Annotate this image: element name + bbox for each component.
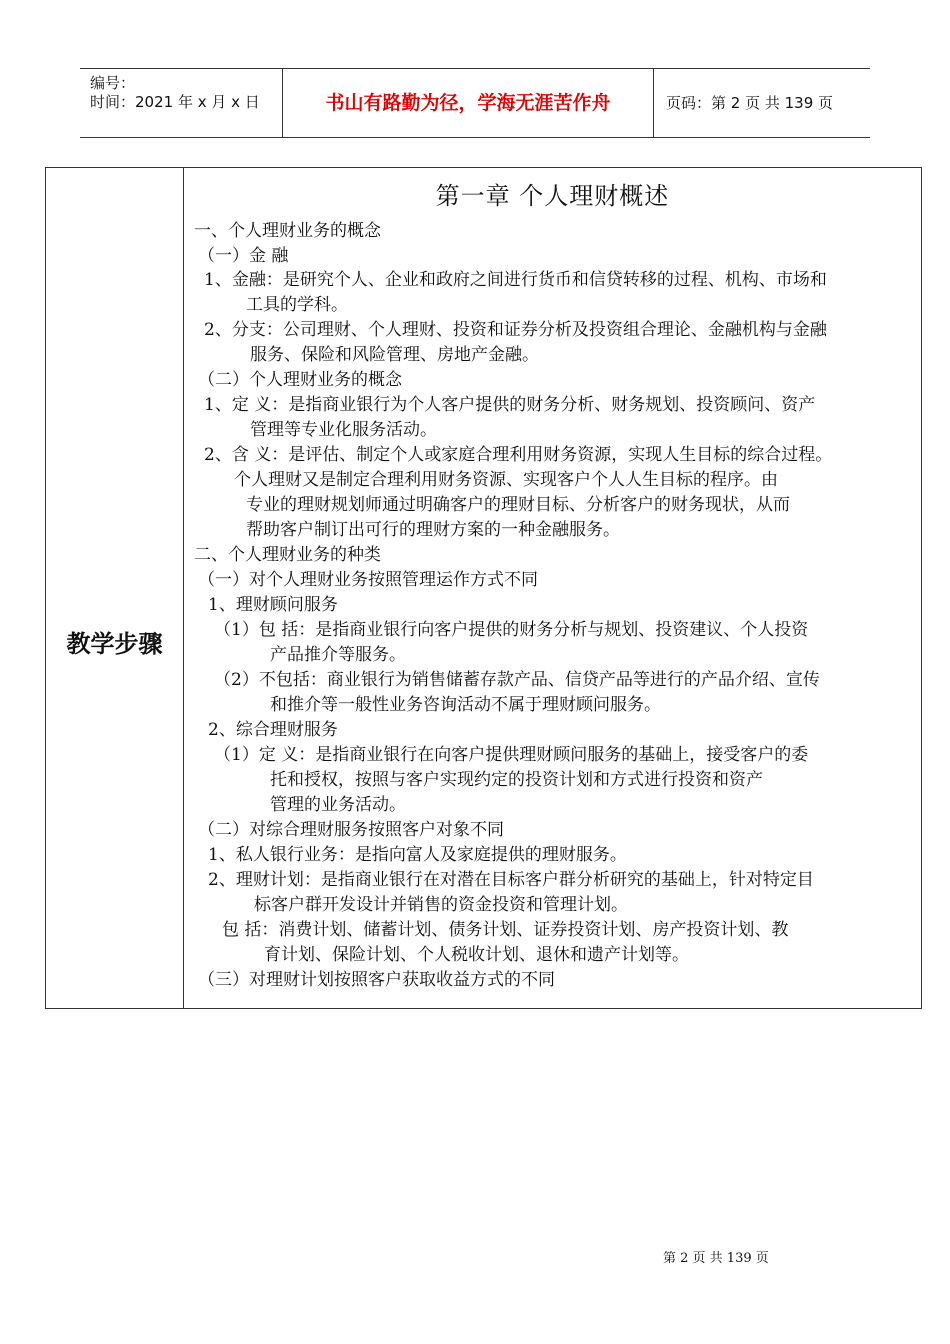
content-line: 标客户群开发设计并销售的资金投资和管理计划。 bbox=[254, 895, 628, 915]
content-line: 和推介等一般性业务咨询活动不属于理财顾问服务。 bbox=[270, 695, 661, 715]
document-date: 时间：2021 年 x 月 x 日 bbox=[90, 93, 260, 111]
content-line: （二）对综合理财服务按照客户对象不同 bbox=[198, 820, 504, 840]
page-footer: 第 2 页 共 139 页 bbox=[663, 1251, 769, 1266]
content-line: 二、个人理财业务的种类 bbox=[194, 545, 381, 565]
chapter-title: 第一章 个人理财概述 bbox=[435, 182, 670, 210]
content-line: （一）对个人理财业务按照管理运作方式不同 bbox=[198, 570, 538, 590]
content-line: 管理等专业化服务活动。 bbox=[250, 420, 437, 440]
content-line: 帮助客户制订出可行的理财方案的一种金融服务。 bbox=[246, 520, 620, 540]
content-line: 一、个人理财业务的概念 bbox=[194, 221, 381, 241]
content-line: 产品推介等服务。 bbox=[270, 645, 406, 665]
motto-text: 书山有路勤为径，学海无涯苦作舟 bbox=[325, 92, 611, 114]
content-line: （一）金 融 bbox=[198, 246, 289, 266]
content-line: （1）定 义：是指商业银行在向客户提供理财顾问服务的基础上，接受客户的委 bbox=[214, 745, 809, 765]
header-motto-cell bbox=[283, 69, 654, 137]
header-page-info: 页码：第 2 页 共 139 页 bbox=[666, 94, 834, 112]
teaching-steps-label: 教学步骤 bbox=[66, 630, 163, 658]
content-line: 1、私人银行业务：是指向富人及家庭提供的理财服务。 bbox=[208, 845, 627, 865]
content-line: 专业的理财规划师通过明确客户的理财目标、分析客户的财务现状，从而 bbox=[246, 495, 790, 515]
row-label-cell bbox=[46, 168, 184, 1008]
content-line: 管理的业务活动。 bbox=[270, 795, 406, 815]
content-line: 包 括：消费计划、储蓄计划、债务计划、证券投资计划、房产投资计划、教 bbox=[222, 920, 789, 940]
content-line: 2、分支：公司理财、个人理财、投资和证券分析及投资组合理论、金融机构与金融 bbox=[204, 320, 827, 340]
content-line: 1、定 义：是指商业银行为个人客户提供的财务分析、财务规划、投资顾问、资产 bbox=[204, 395, 816, 415]
content-line: 工具的学科。 bbox=[246, 295, 348, 315]
content-line: 个人理财又是制定合理利用财务资源、实现客户个人人生目标的程序。由 bbox=[234, 470, 778, 490]
content-line: （1）包 括：是指商业银行向客户提供的财务分析与规划、投资建议、个人投资 bbox=[214, 620, 809, 640]
content-line: 育计划、保险计划、个人税收计划、退休和遗产计划等。 bbox=[264, 945, 689, 965]
content-line: 服务、保险和风险管理、房地产金融。 bbox=[250, 345, 539, 365]
content-line: 托和授权，按照与客户实现约定的投资计划和方式进行投资和资产 bbox=[270, 770, 763, 790]
content-line: 2、含 义：是评估、制定个人或家庭合理利用财务资源，实现人生目标的综合过程。 bbox=[204, 445, 833, 465]
document-header bbox=[80, 68, 870, 138]
content-line: （三）对理财计划按照客户获取收益方式的不同 bbox=[198, 970, 555, 990]
content-line: 2、综合理财服务 bbox=[208, 720, 338, 740]
content-line: 1、理财顾问服务 bbox=[208, 595, 338, 615]
content-cell bbox=[184, 168, 921, 1008]
header-meta-cell bbox=[80, 69, 283, 137]
content-line: 2、理财计划：是指商业银行在对潜在目标客户群分析研究的基础上，针对特定目 bbox=[208, 870, 814, 890]
content-line: 1、金融：是研究个人、企业和政府之间进行货币和信贷转移的过程、机构、市场和 bbox=[204, 270, 827, 290]
content-line: （2）不包括：商业银行为销售储蓄存款产品、信贷产品等进行的产品介绍、宣传 bbox=[214, 670, 820, 690]
document-number-label: 编号： bbox=[90, 74, 136, 92]
lesson-table bbox=[45, 167, 922, 1009]
header-page-cell bbox=[654, 69, 870, 137]
content-line: （二）个人理财业务的概念 bbox=[198, 370, 402, 390]
